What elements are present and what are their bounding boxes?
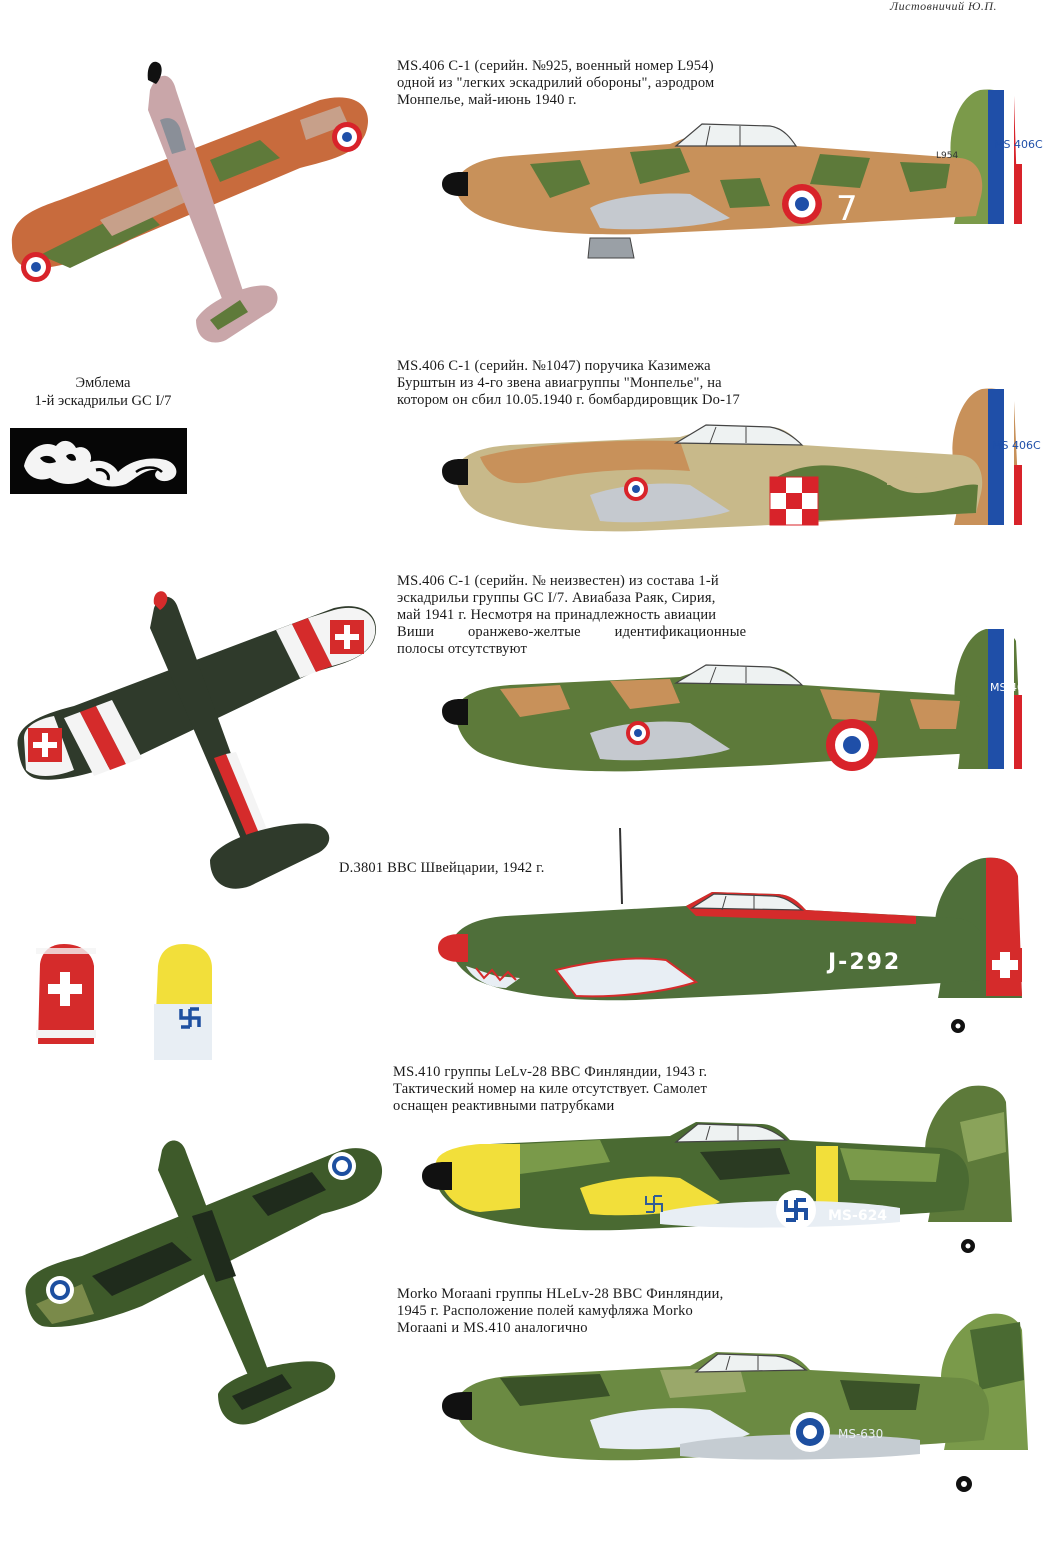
aircraft-code: MS-624 (828, 1208, 888, 1224)
caption-line: Бурштын из 4-го звена авиагруппы "Монпелье", на (397, 375, 722, 391)
caption-line: Виши оранжево-желтые идентификационные (397, 624, 747, 640)
roundel-icon (626, 721, 650, 745)
tail-wheel-icon (951, 1019, 965, 1033)
top-view-d3801-swiss (14, 588, 384, 898)
caption-line: MS.410 группы LeLv-28 ВВС Финляндии, 1943 г. (393, 1064, 708, 1080)
caption-line: MS.406 C-1 (серийн. № неизвестен) из состава 1-й (397, 573, 719, 589)
rudder-stripe (988, 90, 1004, 224)
tail-fin-swiss (34, 944, 98, 1048)
roundel-icon (826, 719, 878, 771)
roundel-icon (328, 1152, 356, 1180)
swiss-cross-icon (28, 728, 62, 762)
side-view-morko-moraani (440, 1310, 1040, 1500)
antenna-mast (620, 828, 622, 904)
roundel-icon (790, 1412, 830, 1452)
roundel-icon (21, 252, 51, 282)
aircraft-code: J-292 (828, 950, 902, 975)
tailplane (210, 823, 329, 888)
spinner (442, 172, 468, 196)
caption-line: Morko Moraani группы HLeLv-28 ВВС Финляндии, (397, 1286, 724, 1302)
caption-line: оснащен реактивными патрубками (393, 1098, 615, 1114)
squadron-emblem (10, 428, 187, 494)
spinner (442, 459, 468, 485)
caption-line: котором он сбил 10.05.1940 г. бомбардировщик Do-17 (397, 392, 740, 408)
tactical-number: 7 (836, 189, 858, 229)
serial-code: L954 (936, 151, 959, 161)
caption-line: май 1941 г. Несмотря на принадлежность авиации (397, 607, 717, 623)
chimera-emblem-icon (10, 428, 187, 494)
roundel-icon (624, 477, 648, 501)
top-view-ms410-finnish (22, 1136, 392, 1426)
caption-line: MS.406 C-1 (серийн. №1047) поручика Казимежа (397, 358, 711, 374)
caption-line: Moraani и MS.410 аналогично (397, 1320, 588, 1336)
caption-line: Монпелье, май-июнь 1940 г. (397, 92, 577, 108)
rudder-stripe (988, 629, 1004, 769)
tail-marking: MS 406C (994, 138, 1043, 151)
side-view-ms406-unknown (440, 625, 1040, 795)
caption-line: MS.406 C-1 (серийн. №925, военный номер L954) (397, 58, 714, 74)
rudder-stripe (988, 389, 1004, 525)
side-view-d3801 (436, 828, 1036, 1038)
emblem-title-line: 1-й эскадрильи GC I/7 (34, 393, 172, 409)
caption-line: полосы отсутствуют (397, 641, 528, 657)
spinner (442, 699, 468, 725)
roundel-icon (332, 122, 362, 152)
side-view-ms410 (420, 1082, 1020, 1262)
author-credit: Листовничий Ю.П. (890, 0, 998, 13)
spinner (442, 1392, 472, 1420)
spinner (422, 1162, 452, 1190)
canopy (676, 665, 802, 685)
caption-line: D.3801 ВВС Швейцарии, 1942 г. (339, 860, 545, 876)
roundel-icon (46, 1276, 74, 1304)
canopy (676, 425, 802, 445)
emblem-title-line: Эмблема (75, 375, 131, 391)
swastika-icon (776, 1190, 816, 1230)
tail-marking: MS 406C (992, 439, 1041, 452)
tail-fin-finnish (150, 944, 216, 1064)
caption-line: эскадрильи группы GC I/7. Авиабаза Раяк, Сирия, (397, 590, 716, 606)
caption-line: Тактический номер на киле отсутствует. Самолет (393, 1081, 707, 1097)
swiss-cross-icon (988, 948, 1022, 982)
tail-wheel-icon (961, 1239, 975, 1253)
side-view-ms406-1047 (440, 385, 1040, 565)
canopy (676, 124, 796, 146)
aircraft-code: MS-630 (838, 1427, 884, 1441)
spinner (438, 934, 468, 962)
emblem-title (15, 374, 191, 410)
top-view-ms406-french (0, 50, 380, 350)
tail-wheel-icon (956, 1476, 972, 1492)
roundel-icon (782, 184, 822, 224)
polish-checker-icon (770, 477, 818, 525)
serial-code: L1047 (886, 475, 921, 488)
side-view-ms406-925 (440, 88, 1043, 328)
tail-marking: MS 406C (990, 681, 1039, 694)
caption-line: одной из "легких эскадрилий обороны", аэродром (397, 75, 715, 91)
swiss-cross-icon (330, 620, 364, 654)
caption-line: 1945 г. Расположение полей камуфляжа Morko (397, 1303, 693, 1319)
